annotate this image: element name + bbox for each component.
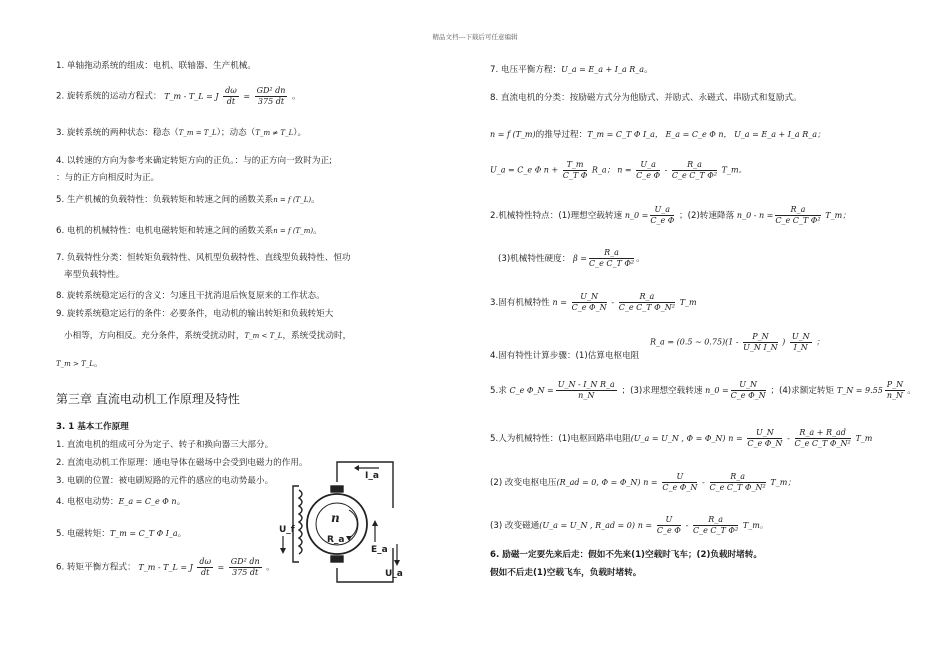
r-natural-char: 3.固有机械特性 n = $\frac{U\_N}{\text{C\_e Φ\_N}}$ - $\frac{R\_a}{\text{C\_e C\_T Φ\_N²}}$ T_m <box>490 292 697 312</box>
sec-item-6: 6. 转矩平衡方程式： T_m - T_L = J $\frac{d\omega}{dt}$ = $\frac{\text{GD² dn}}{375 dt}$ 。 <box>56 557 275 577</box>
item-3: 3. 旋转系统的两种状态：稳态（T_m = T_L）；动态（T_m ≠ T_L）。 <box>56 128 307 138</box>
item-7b: 率型负载特性。 <box>64 270 125 280</box>
item-9a: 9. 旋转系统稳定运行的条件：必要条件，电动机的输出转矩和负载转矩大 <box>56 309 334 319</box>
dc-motor-diagram <box>275 448 405 588</box>
motion-equation: T_m - T_L = J $\frac{d\omega}{dt}$ = $\frac{\text{GD² dn}}{375 dt}$ <box>164 86 286 106</box>
item-9c: T_m > T_L。 <box>56 359 103 369</box>
r-artificial-char-2: (2) 改变电枢电压(R_ad = 0, Φ = Φ_N) n = $\frac{U}{\text{C\_e Φ\_N}}$ - $\frac{R\_a}{\text{C\_e C\_T Φ\_N²}}$ T_m； <box>490 472 796 492</box>
r-calc-values: 5.求 C_e Φ_N = $\frac{\text{U\_N - I\_N R\_a}}{n\_N}$ ；(3)求理想空载转速 n_0 = $\frac{U\_N}{\text{C\_e Φ\_N}}$ ；(4)求额定转矩 T_N = 9.55 $\frac{P\_N}{n\_N}$ 。 <box>490 380 916 400</box>
item-5: 5. 生产机械的负载特性：负载转矩和转速之间的函数关系n = f (T_L)。 <box>56 195 320 205</box>
item-4a: 4. 以转速的方向为参考来确定转矩方向的正负。：与的正方向一致时为正; <box>56 156 332 166</box>
motor-ua-label: U_a <box>385 569 403 579</box>
motor-ra-label: R_a <box>327 535 345 545</box>
motor-ia-label: I_a <box>365 471 379 481</box>
item-1: 1. 单轴拖动系统的组成：电机、联轴器、生产机械。 <box>56 61 256 71</box>
motor-ea-label: E_a <box>371 545 388 555</box>
r-item-8: 8. 直流电机的分类：按励磁方式分为他励式、并励式、永磁式、串励式和复励式。 <box>490 93 802 103</box>
sec-item-4: 4. 电枢电动势：E_a = C_e Φ n。 <box>56 497 186 507</box>
r-derivation: n = f (T_m)的推导过程：T_m = C_T Φ I_a， E_a = C_e Φ n， U_a = E_a + I_a R_a； <box>490 130 826 140</box>
r-excitation-note-2: 假如不后走(1)空载飞车，负载时堵转。 <box>490 568 642 578</box>
section-title: 3. 1 基本工作原理 <box>56 422 129 432</box>
r-item-7: 7. 电压平衡方程：U_a = E_a + I_a R_a。 <box>490 65 653 75</box>
r-calc-steps: 4.固有特性计算步骤：(1)估算电枢电阻 <box>490 351 640 361</box>
sec-item-1: 1. 直流电机的组成可分为定子、转子和换向器三大部分。 <box>56 440 274 450</box>
item-7a: 7. 负载特性分类：恒转矩负载特性、风机型负载特性、直线型负载特性、恒功 <box>56 253 351 263</box>
r-excitation-note-1: 6. 励磁一定要先来后走：假如不先来(1)空载时飞车；(2)负载时堵转。 <box>490 550 762 560</box>
motor-n-label: n <box>331 511 340 525</box>
r-hardness: (3)机械特性硬度： β = $\frac{R\_a}{\text{C\_e C\_T Φ²}}$ 。 <box>498 248 645 268</box>
item-8: 8. 旋转系统稳定运行的含义：匀速且干扰消退后恢复原来的工作状态。 <box>56 291 325 301</box>
item-6: 6. 电机的机械特性：电机电磁转矩和转速之间的函数关系n = f (T_m)。 <box>56 226 322 236</box>
r-derivation-2: U_a = C_e Φ n + $\frac{T\_m}{\text{C\_T Φ}}$ R_a； n = $\frac{U\_a}{\text{C\_e Φ}}$ - $\frac{R\_a}{\text{C\_e C\_T Φ²}}$ T_m。 <box>490 160 747 180</box>
r-ra-estimate: R_a = (0.5 ~ 0.75)(1 - $\frac{P\_N}{\text{U\_N I\_N}}$ ) $\frac{U\_N}{I\_N}$ ； <box>650 332 825 352</box>
page-header: 精品文档---下载后可任意编辑 <box>432 33 518 41</box>
item-4b: ：与的正方向相反时为正。 <box>56 173 160 183</box>
sec-item-2: 2. 直流电动机工作原理：通电导体在磁场中会受到电磁力的作用。 <box>56 458 308 468</box>
item-9b: 小相等，方向相反。充分条件，系统受扰动时，T_m < T_L，系统受扰动时， <box>64 331 352 341</box>
motor-uf-label: U_f <box>279 525 295 535</box>
item-2: 2. 旋转系统的运动方程式： T_m - T_L = J $\frac{d\omega}{dt}$ = $\frac{\text{GD² dn}}{375 dt}$ 。 <box>56 86 301 106</box>
r-artificial-char-3: (3) 改变磁通(U_a = U_N , R_ad = 0) n = $\frac{U}{\text{C\_e Φ}}$ - $\frac{R\_a}{\text{C\_e C\_T Φ²}}$ T_m。 <box>490 515 768 535</box>
sec-item-3: 3. 电刷的位置：被电刷短路的元件的感应的电动势最小。 <box>56 476 274 486</box>
sec-item-5: 5. 电磁转矩：T_m = C_T Φ I_a。 <box>56 529 187 539</box>
r-mech-char: 2.机械特性特点：(1)理想空载转速 n_0 = $\frac{U\_a}{\text{C\_e Φ}}$ ；(2)转速降落 n_0 - n = $\frac{R\_a}{\text{C\_e C\_T Φ²}}$ T_m； <box>490 205 851 225</box>
chapter-title: 第三章 直流电动机工作原理及特性 <box>56 392 240 406</box>
r-artificial-char-1: 5.人为机械特性：(1)电枢回路串电阻(U_a = U_N , Φ = Φ_N) n = $\frac{U\_N}{\text{C\_e Φ\_N}}$ - $\frac{R\_a + R\_ad}{\text{C\_e C\_T Φ\_N²}}$ T_m <box>490 428 873 448</box>
